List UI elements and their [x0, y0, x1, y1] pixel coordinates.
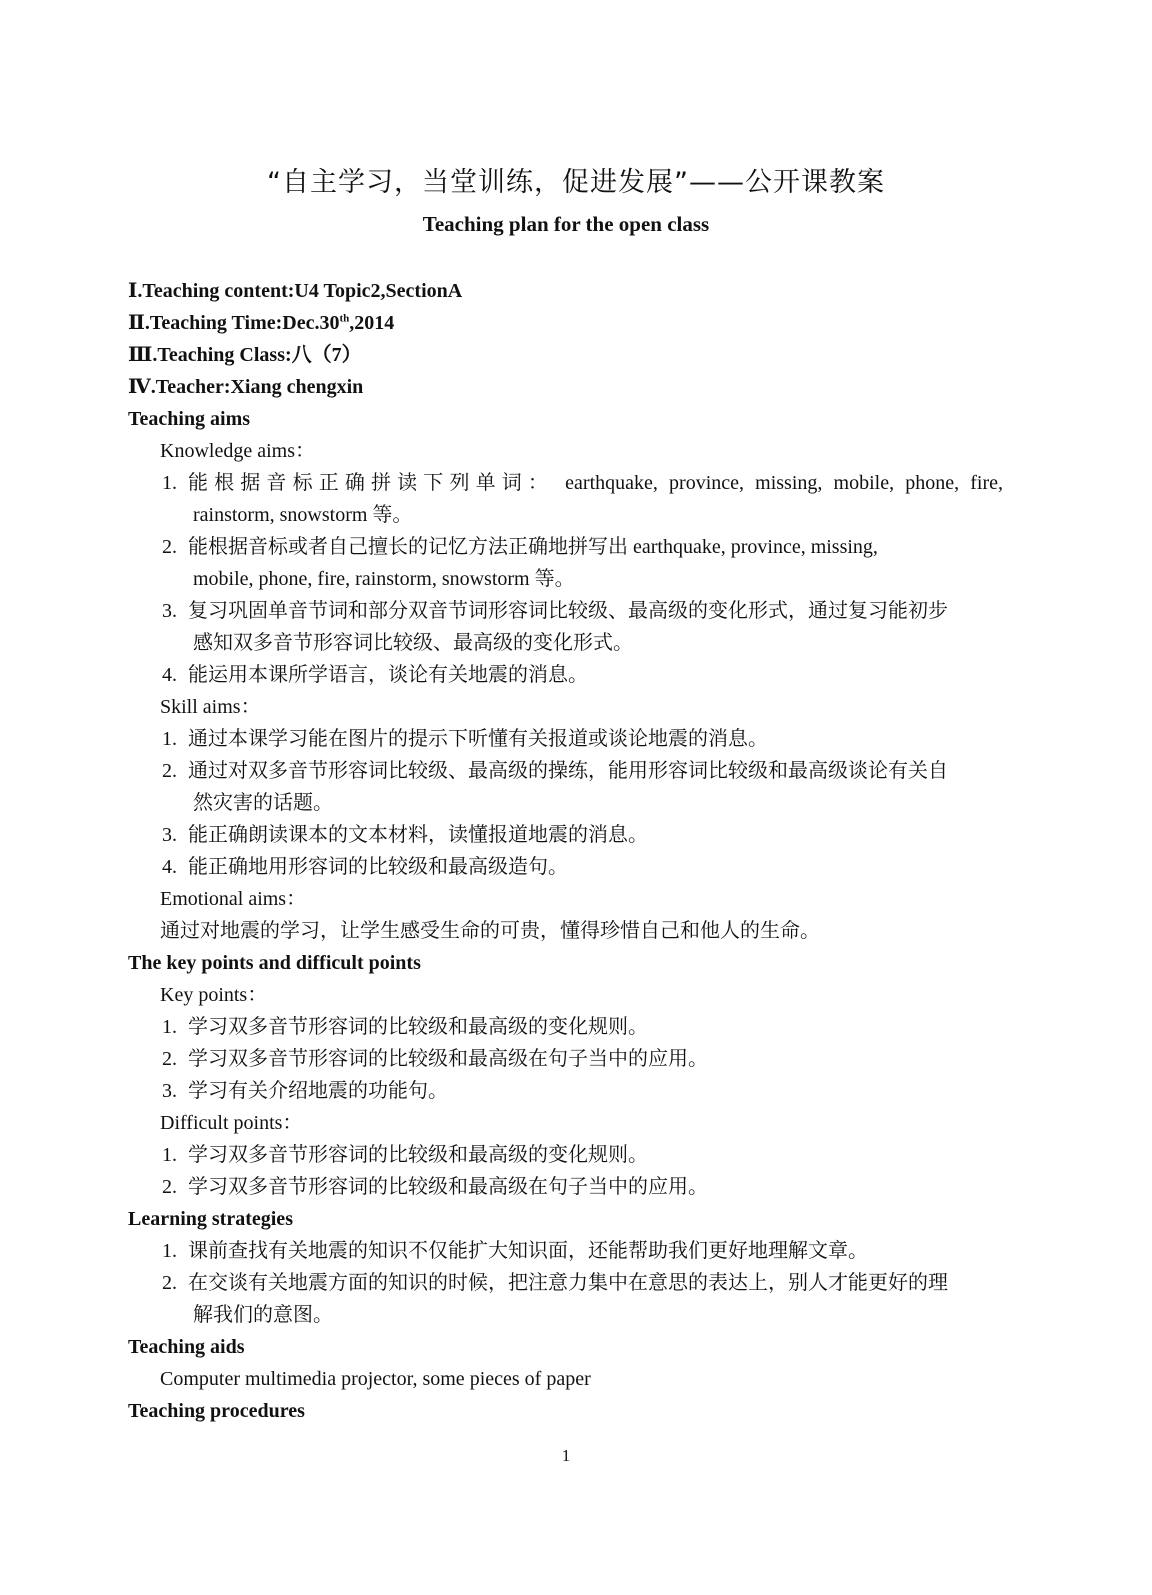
list-item-continuation: 解我们的意图。	[193, 1304, 333, 1326]
list-item	[0, 1171, 1152, 1203]
list-item	[0, 1267, 1152, 1299]
list-item	[0, 1139, 1152, 1171]
info-line	[0, 339, 1152, 371]
list-item-text: 通过对双多音节形容词比较级、最高级的操练，能用形容词比较级和最高级谈论有关自	[188, 760, 948, 782]
list-item-text: 学习有关介绍地震的功能句。	[188, 1080, 448, 1102]
list-item-number: 2.	[162, 760, 177, 782]
section-heading: Learning strategies	[128, 1208, 293, 1230]
list-item-number: 3.	[162, 1080, 177, 1102]
list-item	[0, 467, 1152, 499]
list-item-text: 通过本课学习能在图片的提示下听懂有关报道或谈论地震的消息。	[188, 728, 768, 750]
list-item-continuation: rainstorm, snowstorm 等。	[193, 504, 413, 526]
info-text: Ⅰ.Teaching content:U4 Topic2,SectionA	[128, 280, 463, 302]
list-item	[0, 659, 1152, 691]
list-item	[0, 1075, 1152, 1107]
document-body	[0, 275, 1152, 1427]
subsection-label: Key points：	[160, 984, 268, 1006]
list-item-text: 能正确朗读课本的文本材料，读懂报道地震的消息。	[188, 824, 648, 846]
list-item	[0, 1043, 1152, 1075]
document-subtitle: Teaching plan for the open class	[422, 212, 710, 236]
list-item-number: 1.	[162, 472, 177, 494]
list-item-number: 2.	[162, 1272, 177, 1294]
list-item-text: 学习双多音节形容词的比较级和最高级的变化规则。	[188, 1016, 648, 1038]
list-item-text: 学习双多音节形容词的比较级和最高级在句子当中的应用。	[188, 1176, 708, 1198]
list-item	[0, 755, 1152, 787]
list-item-number: 1.	[162, 1144, 177, 1166]
info-superscript: th	[339, 312, 350, 325]
info-line	[0, 275, 1152, 307]
document-title: “自主学习，当堂训练，促进发展”——公开课教案	[267, 167, 885, 198]
section-heading: Teaching aids	[128, 1336, 245, 1358]
subsection-label: Difficult points：	[160, 1112, 303, 1134]
subsection-label: Knowledge aims：	[160, 440, 315, 462]
list-item-text: 能根据音标或者自己擅长的记忆方法正确地拼写出 earthquake, province, missing,	[188, 536, 878, 558]
list-item-text: 能正确地用形容词的比较级和最高级造句。	[188, 856, 568, 878]
list-item-text: 能根据音标正确拼读下列单词： earthquake, province, missing, mobile, phone, fire,	[188, 472, 1003, 494]
info-line	[0, 371, 1152, 403]
info-text: Ⅳ.Teacher:Xiang chengxin	[128, 376, 364, 398]
list-item-number: 3.	[162, 600, 177, 622]
list-item-number: 4.	[162, 856, 177, 878]
list-item	[0, 595, 1152, 627]
list-item-number: 1.	[162, 1016, 177, 1038]
section-heading: Teaching aims	[128, 408, 251, 430]
list-item	[0, 1011, 1152, 1043]
list-item-number: 2.	[162, 1048, 177, 1070]
list-item	[0, 851, 1152, 883]
info-text-after: ,2014	[349, 312, 395, 334]
list-item-text: 学习双多音节形容词的比较级和最高级的变化规则。	[188, 1144, 648, 1166]
list-item	[0, 1235, 1152, 1267]
subsection-label: Skill aims：	[160, 696, 261, 718]
list-item	[0, 723, 1152, 755]
paragraph: 通过对地震的学习，让学生感受生命的可贵，懂得珍惜自己和他人的生命。	[160, 920, 820, 942]
paragraph: Computer multimedia projector, some pieces of paper	[160, 1368, 591, 1390]
list-item-number: 2.	[162, 1176, 177, 1198]
list-item-number: 1.	[162, 728, 177, 750]
list-item-number: 3.	[162, 824, 177, 846]
list-item	[0, 819, 1152, 851]
list-item-continuation: 然灾害的话题。	[193, 792, 333, 814]
list-item-text: 课前查找有关地震的知识不仅能扩大知识面，还能帮助我们更好地理解文章。	[188, 1240, 868, 1262]
list-item-continuation: 感知双多音节形容词比较级、最高级的变化形式。	[193, 632, 633, 654]
info-text: Ⅲ.Teaching Class:八（7）	[128, 344, 362, 366]
section-heading: Teaching procedures	[128, 1400, 305, 1422]
list-item	[0, 531, 1152, 563]
section-heading: The key points and difficult points	[128, 952, 421, 974]
info-text: Ⅱ.Teaching Time:Dec.30	[128, 312, 340, 334]
list-item-number: 4.	[162, 664, 177, 686]
list-item-text: 能运用本课所学语言，谈论有关地震的消息。	[188, 664, 588, 686]
list-item-number: 1.	[162, 1240, 177, 1262]
list-item-text: 复习巩固单音节词和部分双音节词形容词比较级、最高级的变化形式，通过复习能初步	[188, 600, 948, 622]
subsection-label: Emotional aims：	[160, 888, 307, 910]
page-number: 1	[561, 1446, 571, 1465]
list-item-text: 在交谈有关地震方面的知识的时候，把注意力集中在意思的表达上，别人才能更好的理	[188, 1272, 948, 1294]
info-line	[0, 307, 1152, 339]
list-item-text: 学习双多音节形容词的比较级和最高级在句子当中的应用。	[188, 1048, 708, 1070]
list-item-number: 2.	[162, 536, 177, 558]
list-item-continuation: mobile, phone, fire, rainstorm, snowstorm 等。	[193, 568, 575, 590]
